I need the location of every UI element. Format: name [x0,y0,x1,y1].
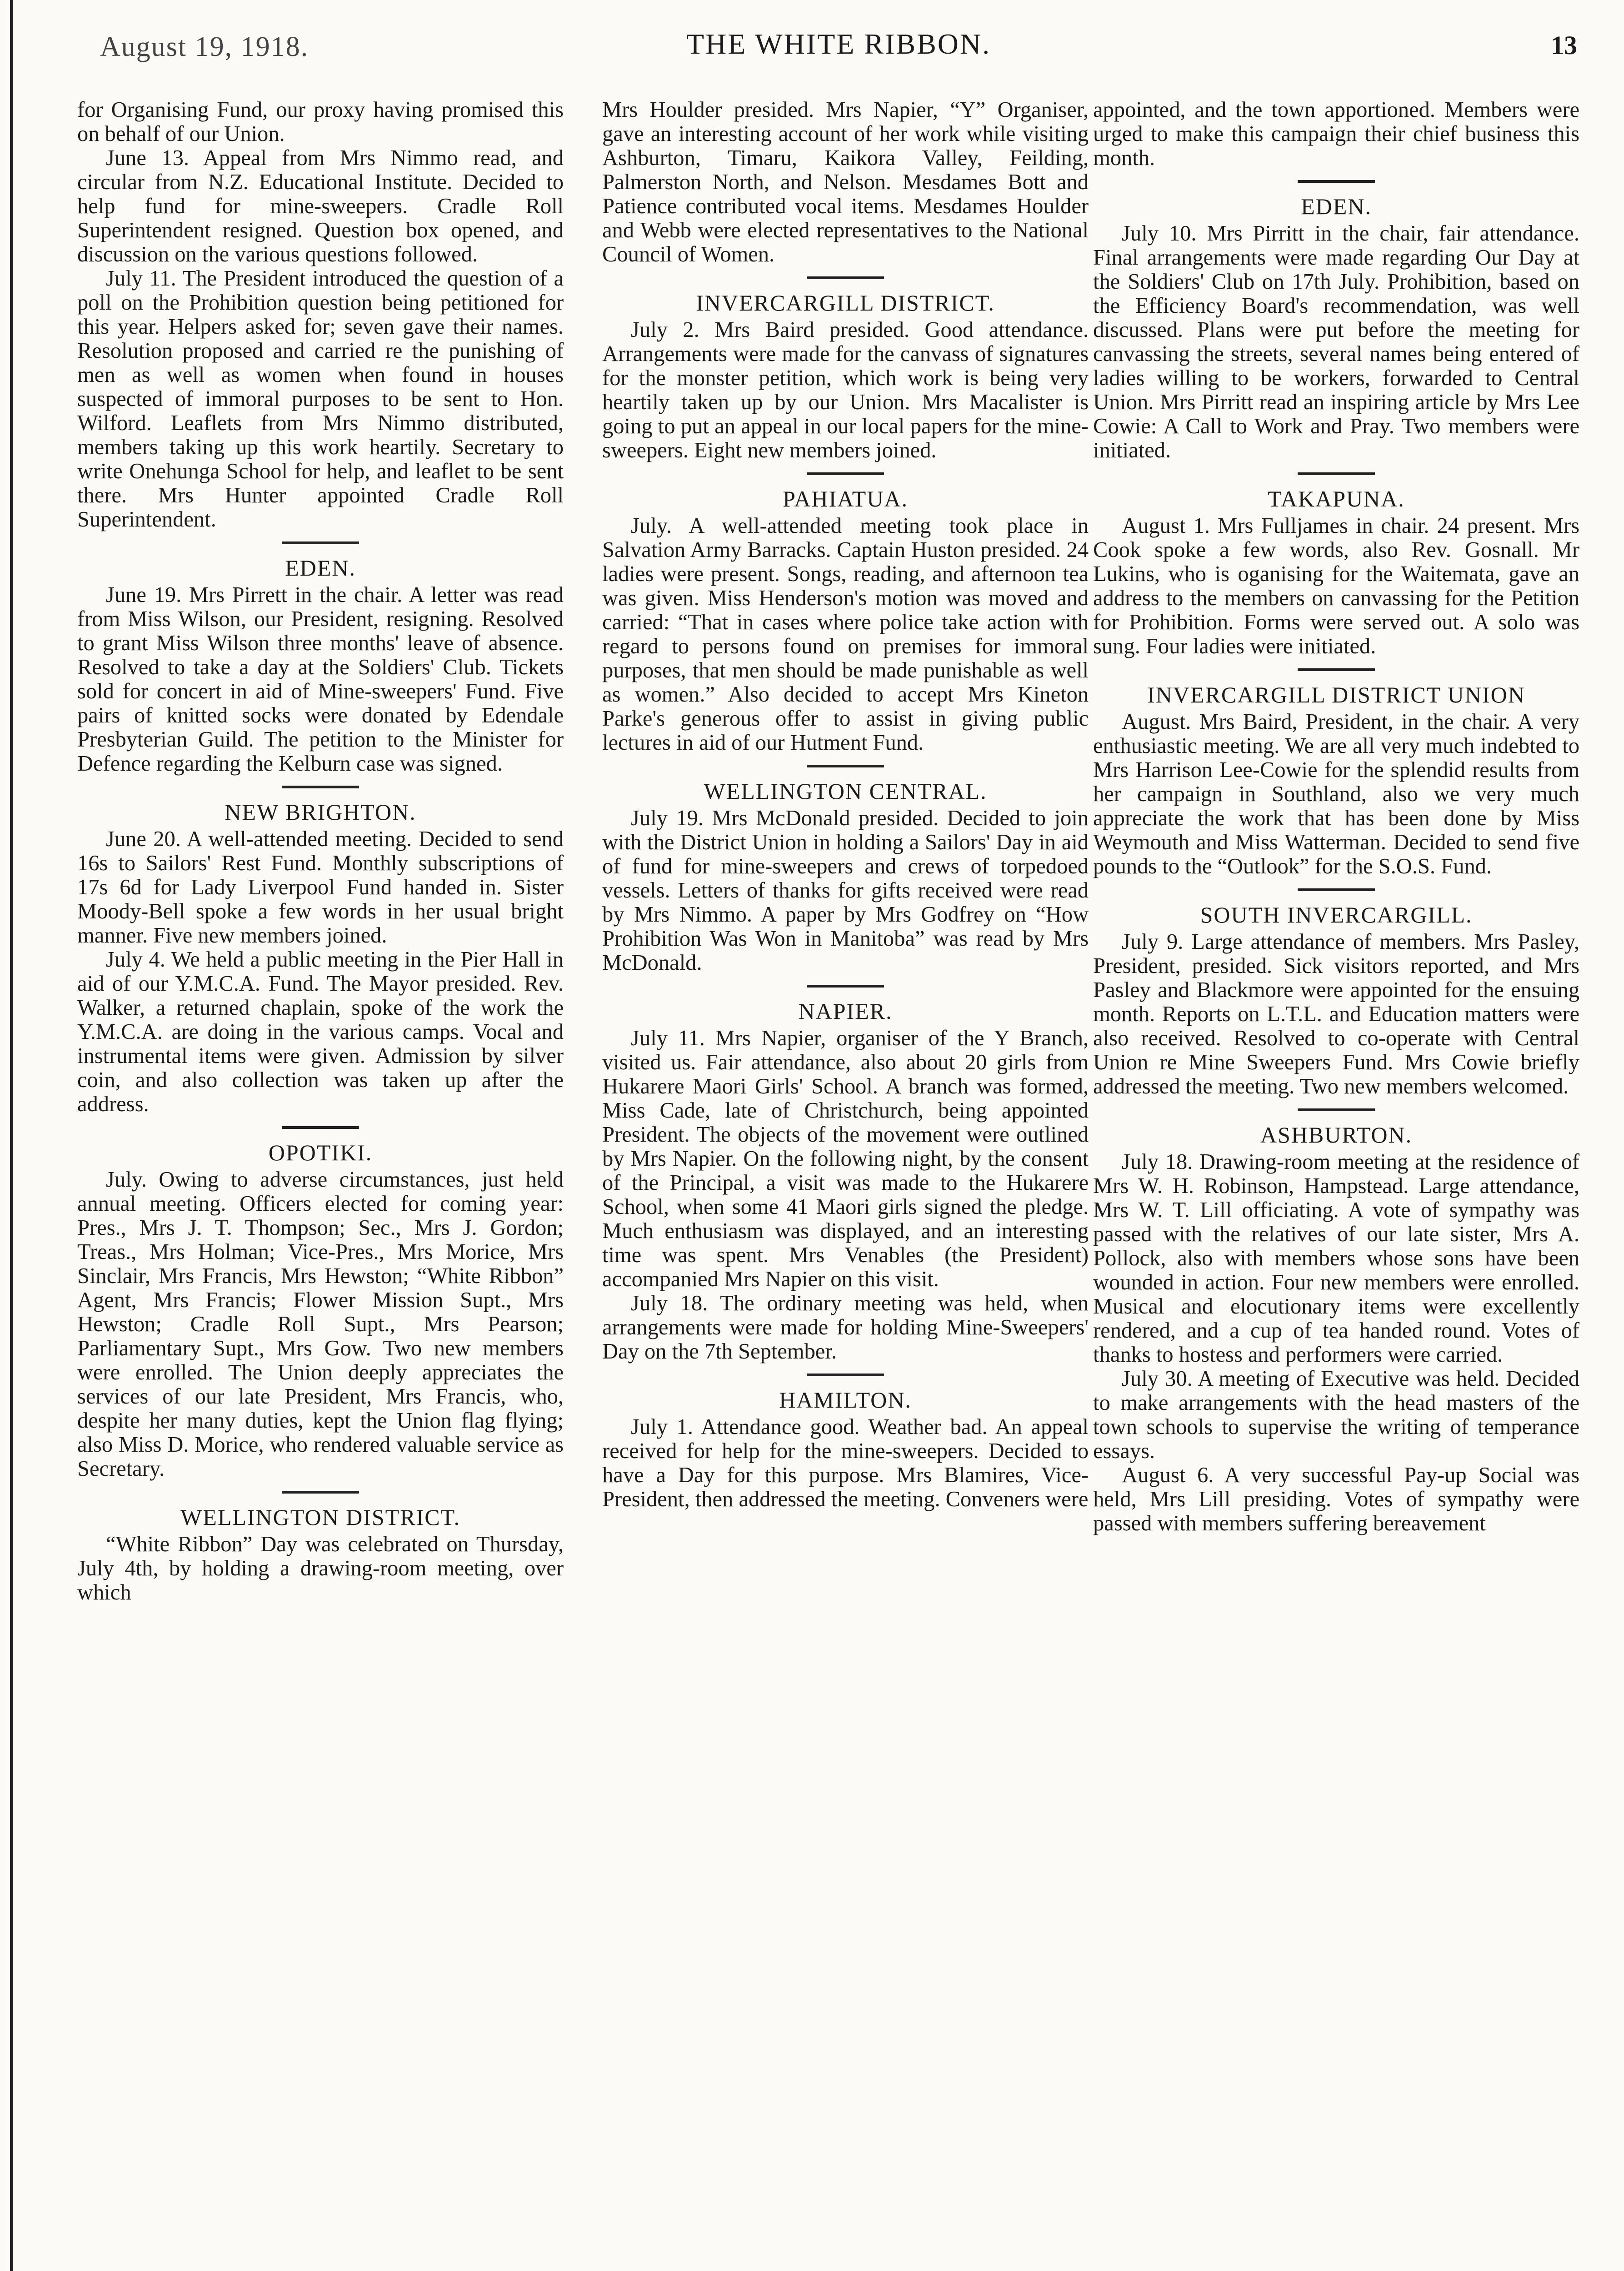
continued-paragraph: for Organising Fund, our proxy having promised this on behalf of our Union. [77,98,564,146]
section-heading: EDEN. [285,555,356,581]
column-1 [77,98,564,1604]
section-heading: HAMILTON. [779,1387,912,1413]
issue-date: August 19, 1918. [100,31,309,62]
section-divider [807,472,884,475]
section-heading: INVERCARGILL DISTRICT UNION [1147,682,1525,707]
continued-paragraph: appointed, and the town apportioned. Members were urged to make this campaign their chief business this month. [1093,98,1579,170]
section-eden [77,556,564,776]
report-paragraph: July 30. A meeting of Executive was held. Decided to make arrangements with the head masters of the town schools to supervise the writing of temperance essays. [1093,1367,1579,1463]
report-paragraph: July 1. Attendance good. Weather bad. An appeal received for help for the mine-sweepers. Decided to have a Day for this purpose. Mrs Blamires, Vice-President, then addressed the meeting. Conveners were [602,1415,1089,1511]
report-paragraph: July. A well-attended meeting took place in Salvation Army Barracks. Captain Huston presided. 24 ladies were present. Songs, reading, and afternoon tea was given. Miss Henderson's motion was moved and carried: “That in cases where police take action with regard to persons found on premises for immoral purposes, that men should be made punishable as well as women.” Also decided to accept Mrs Kineton Parke's generous offer to assist in giving public lectures in aid of our Hutment Fund. [602,514,1089,755]
report-paragraph: July 18. Drawing-room meeting at the residence of Mrs W. H. Robinson, Hampstead. Large attendance, Mrs W. T. Lill officiating. A vote of sympathy was passed with the relatives of our late sister, Mrs A. Pollock, also with members whose sons have been wounded in action. Four new members were enrolled. Musical and elocutionary items were excellently rendered, and a cup of tea handed round. Votes of thanks to hostess and performers were carried. [1093,1150,1579,1367]
report-paragraph: August 6. A very successful Pay-up Social was held, Mrs Lill presiding. Votes of sympathy were passed with members suffering bereavement [1093,1463,1579,1535]
report-paragraph: August. Mrs Baird, President, in the chair. A very enthusiastic meeting. We are all very much indebted to Mrs Harrison Lee-Cowie for the splendid results from her campaign in Southland, also we very much appreciate the work that has been done by Miss Weymouth and Miss Watterman. Decided to send five pounds to the “Outlook” for the S.O.S. Fund. [1093,710,1579,878]
section-heading: OPOTIKI. [268,1140,373,1165]
section-heading: INVERCARGILL DISTRICT. [696,290,995,316]
section-divider [282,1126,359,1129]
section-heading: SOUTH INVERCARGILL. [1200,902,1473,927]
section-hamilton [602,1388,1089,1511]
report-paragraph: July 11. The President introduced the question of a poll on the Prohibition question being petitioned for this year. Helpers asked for; seven gave their names. Resolution proposed and carried re the punishing of men as well as women when found in houses suspected of immoral purposes to be sent to Hon. Wilford. Leaflets from Mrs Nimmo distributed, members taking up this work heartily. Secretary to write Onehunga School for help, and leaflet to be sent there. Mrs Hunter appointed Cradle Roll Superintendent. [77,266,564,531]
section-heading: TAKAPUNA. [1268,486,1405,511]
section-south-invercargill [1093,903,1579,1098]
report-paragraph: July 19. Mrs McDonald presided. Decided to join with the District Union in holding a Sailors' Day in aid of fund for mine-sweepers and crews of torpedoed vessels. Letters of thanks for gifts received were read by Mrs Nimmo. A paper by Mrs Godfrey on “How Prohibition Was Won in Manitoba” was read by Mrs McDonald. [602,806,1089,975]
section-divider [807,1374,884,1376]
section-divider [282,541,359,544]
report-paragraph: July 10. Mrs Pirritt in the chair, fair attendance. Final arrangements were made regarding Our Day at the Soldiers' Club on 17th July. Prohibition, based on the Efficiency Board's recommendation, was well discussed. Plans were put before the meeting for canvassing the streets, several names being entered of ladies willing to be workers, forwarded to Central Union. Mrs Pirritt read an inspiring article by Mrs Lee Cowie: A Call to Work and Pray. Two members were initiated. [1093,221,1579,462]
section-divider [807,765,884,767]
section-heading: NEW BRIGHTON. [225,799,416,825]
report-paragraph: July 4. We held a public meeting in the Pier Hall in aid of our Y.M.C.A. Fund. The Mayor presided. Rev. Walker, a returned chaplain, spoke of the work the Y.M.C.A. are doing in the various camps. Vocal and instrumental items were given. Admission by silver coin, and also collection was taken up after the address. [77,948,564,1116]
column-3 [1093,98,1579,1535]
section-napier [602,999,1089,1364]
section-eden-2 [1093,195,1579,462]
report-paragraph: June 13. Appeal from Mrs Nimmo read, and circular from N.Z. Educational Institute. Decided to help fund for mine-sweepers. Cradle Roll Superintendent resigned. Question box opened, and discussion on the various questions followed. [77,146,564,266]
section-invercargill-district-union [1093,683,1579,878]
section-wellington-central [602,779,1089,975]
report-paragraph: June 20. A well-attended meeting. Decided to send 16s to Sailors' Rest Fund. Monthly subscriptions of 17s 6d for Lady Liverpool Fund handed in. Sister Moody-Bell spoke a few words in her usual bright manner. Five new members joined. [77,827,564,948]
section-divider [807,276,884,279]
section-takapuna [1093,487,1579,658]
section-divider [282,786,359,788]
page-edge-line [10,0,13,2271]
report-paragraph: July 2. Mrs Baird presided. Good attendance. Arrangements were made for the canvass of signatures for the monster petition, which work is being very heartily taken up by our Union. Mrs Macalister is going to put an appeal in our local papers for the mine-sweepers. Eight new members joined. [602,318,1089,462]
section-pahiatua [602,487,1089,755]
report-paragraph: July. Owing to adverse circumstances, just held annual meeting. Officers elected for coming year: Pres., Mrs J. T. Thompson; Sec., Mrs J. Gordon; Treas., Mrs Holman; Vice-Pres., Mrs Morice, Mrs Sinclair, Mrs Francis, Mrs Hewston; “White Ribbon” Agent, Mrs Francis; Flower Mission Supt., Mrs Hewston; Cradle Roll Supt., Mrs Pearson; Parliamentary Supt., Mrs Gow. Two new members were enrolled. The Union deeply appreciates the services of our late President, Mrs Francis, who, despite her many duties, kept the Union flag flying; also Miss D. Morice, who rendered valuable service as Secretary. [77,1168,564,1481]
section-heading: WELLINGTON DISTRICT. [180,1504,460,1530]
section-divider [1298,472,1375,475]
report-paragraph: “White Ribbon” Day was celebrated on Thursday, July 4th, by holding a drawing-room meeting, over which [77,1532,564,1604]
section-wellington-district [77,1505,564,1604]
section-new-brighton [77,800,564,1116]
section-divider [1298,888,1375,891]
section-heading: PAHIATUA. [783,486,908,511]
page-number: 13 [1551,30,1577,60]
section-opotiki [77,1141,564,1481]
section-invercargill-district [602,291,1089,462]
section-ashburton [1093,1123,1579,1535]
section-heading: ASHBURTON. [1260,1122,1413,1148]
report-paragraph: June 19. Mrs Pirrett in the chair. A letter was read from Miss Wilson, our President, resigning. Resolved to grant Miss Wilson three months' leave of absence. Resolved to take a day at the Soldiers' Club. Tickets sold for concert in aid of Mine-sweepers' Fund. Five pairs of knitted socks were donated by Edendale Presbyterian Guild. The petition to the Minister for Defence regarding the Kelburn case was signed. [77,583,564,776]
page-header [100,26,1577,81]
report-paragraph: July 18. The ordinary meeting was held, when arrangements were made for holding Mine-Sweepers' Day on the 7th September. [602,1291,1089,1364]
section-heading: WELLINGTON CENTRAL. [704,778,987,804]
report-paragraph: July 11. Mrs Napier, organiser of the Y Branch, visited us. Fair attendance, also about 20 girls from Hukarere Maori Girls' School. A branch was formed, Miss Cade, late of Christchurch, being appointed President. The objects of the movement were outlined by Mrs Napier. On the following night, by the consent of the Principal, a visit was made to the Hukarere School, when some 41 Maori girls signed the pledge. Much enthusiasm was displayed, and an interesting time was spent. Mrs Venables (the President) accompanied Mrs Napier on this visit. [602,1026,1089,1291]
publication-title: THE WHITE RIBBON. [686,28,991,60]
report-paragraph: August 1. Mrs Fulljames in chair. 24 present. Mrs Cook spoke a few words, also Rev. Gosnall. Mr Lukins, who is oganising for the Waitemata, gave an address to the members on canvassing for the Petition for Prohibition. Forms were served out. A solo was sung. Four ladies were initiated. [1093,514,1579,658]
section-divider [1298,180,1375,183]
section-divider [282,1491,359,1494]
section-heading: EDEN. [1301,194,1372,219]
section-heading: NAPIER. [798,998,893,1024]
section-divider [1298,1108,1375,1111]
column-2 [602,98,1089,1511]
report-paragraph: July 9. Large attendance of members. Mrs Pasley, President, presided. Sick visitors reported, and Mrs Pasley and Blackmore were appointed for the ensuing month. Reports on L.T.L. and Education matters were also received. Resolved to co-operate with Central Union re Mine Sweepers Fund. Mrs Cowie briefly addressed the meeting. Two new members welcomed. [1093,930,1579,1098]
section-divider [807,985,884,988]
continued-paragraph: Mrs Houlder presided. Mrs Napier, “Y” Organiser, gave an interesting account of her work while visiting Ashburton, Timaru, Kaikora Valley, Feilding, Palmerston North, and Nelson. Mesdames Bott and Patience contributed vocal items. Mesdames Houlder and Webb were elected representatives to the National Council of Women. [602,98,1089,266]
section-divider [1298,668,1375,671]
